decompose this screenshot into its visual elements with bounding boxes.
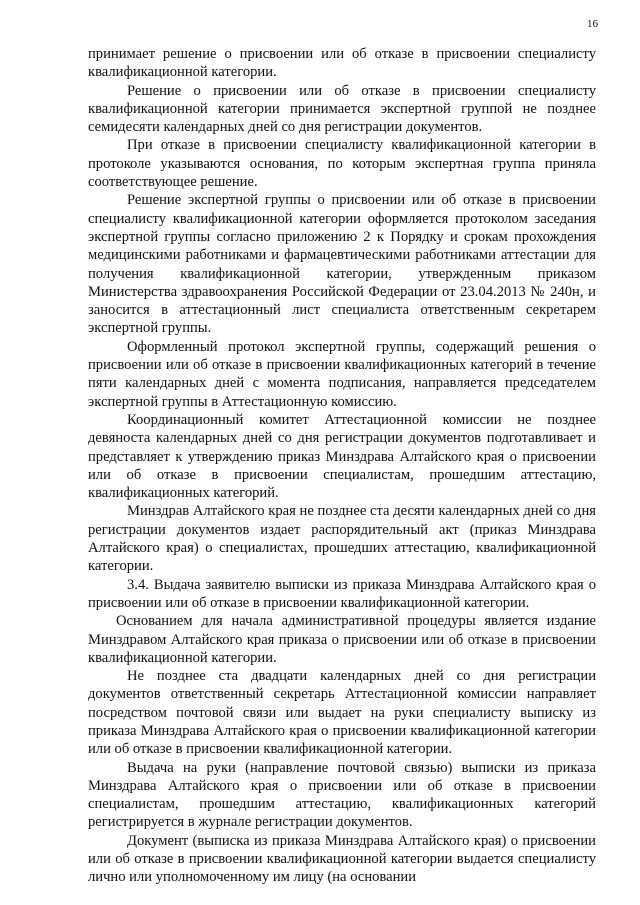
paragraph-protocol: Решение экспертной группы о присвоении или об отказе в присвоении специалисту квалификационной категории оформляется протоколом заседания экспертной группы согласно приложению 2 к Порядку и срокам прохождения медицинскими работниками и фармацевтическими работниками аттестации для получения квалификационной категории, утвержденным приказом Министерства здравоохранения Российской Федерации от 23.04.2013 № 240н, и заносится в аттестационный лист специалиста ответственным секретарем экспертной группы. (88, 192, 596, 337)
paragraph-document-issuance: Документ (выписка из приказа Минздрава Алтайского края) о присвоении или об отказе в присвоении квалификационной категории выдается специалисту лично или уполномоченному им лицу (на основании (88, 832, 596, 886)
paragraph-coordination-committee: Координационный комитет Аттестационной комиссии не позднее девяноста календарных дней со дня регистрации документов подготавливает и представляет к утверждению приказ Минздрава Алтайского края о присвоении или об отказе в присвоении специалистам, прошедшим аттестацию, квалификационных категорий. (88, 411, 596, 502)
paragraph-extract-delivery: Не позднее ста двадцати календарных дней со дня регистрации документов ответственный секретарь Аттестационной комиссии направляет посредством почтовой связи или выдает на руки специалисту выписку из приказа Минздрава Алтайского края о присвоении квалификационной категории или об отказе в присвоении квалификационной категории. (88, 668, 596, 758)
page-number: 16 (587, 18, 598, 30)
paragraph-registration: Выдача на руки (направление почтовой связью) выписки из приказа Минздрава Алтайского края о присвоении или об отказе в присвоении специалистам, прошедшим аттестацию, квалификационных категорий регистрируется в журнале регистрации документов. (88, 759, 596, 831)
paragraph-protocol-submission: Оформленный протокол экспертной группы, содержащий решения о присвоении или об отказе в присвоении квалификационных категорий в течение пяти календарных дней с момента подписания, направляется председателем экспертной группы в Аттестационную комиссию. (88, 338, 596, 410)
paragraph-continuation: принимает решение о присвоении или об отказе в присвоении специалисту квалификационной категории. (88, 46, 596, 81)
document-body (88, 45, 596, 887)
paragraph-ministry-act: Минздрав Алтайского края не позднее ста десяти календарных дней со дня регистрации документов издает распорядительный акт (приказ Минздрава Алтайского края) о специалистах, прошедших аттестацию, квалификационной категории. (88, 503, 596, 575)
paragraph-procedure-basis: Основанием для начала административной процедуры является издание Минздравом Алтайского края приказа о присвоении или об отказе в присвоении квалификационной категории. (88, 613, 596, 666)
paragraph-refusal-grounds: При отказе в присвоении специалисту квалификационной категории в протоколе указываются основания, по которым экспертная группа приняла соответствующее решение. (88, 137, 596, 191)
paragraph-decision-deadline: Решение о присвоении или об отказе в присвоении специалисту квалификационной категории принимается экспертной группой не позднее семидесяти календарных дней со дня регистрации документов. (88, 82, 596, 136)
section-heading-3-4: 3.4. Выдача заявителю выписки из приказа Минздрава Алтайского края о присвоении или об отказе в присвоении квалификационной категории. (88, 576, 596, 611)
